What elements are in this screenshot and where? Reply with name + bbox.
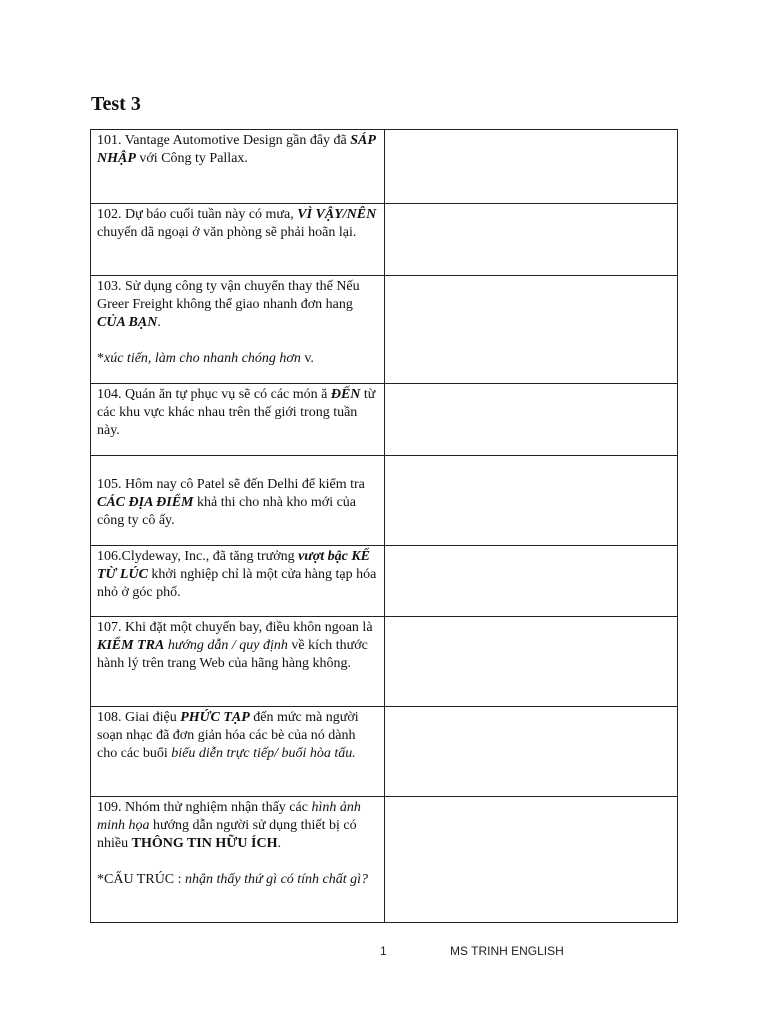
answer-cell[interactable] xyxy=(385,546,678,617)
question-row xyxy=(91,456,678,546)
text-run: KỂ TỪ LÚC xyxy=(97,549,370,582)
blank-line xyxy=(97,853,377,871)
question-paragraph xyxy=(97,278,377,332)
blank-line xyxy=(97,458,377,476)
footer-text: MS TRINH ENGLISH xyxy=(450,944,564,958)
text-run: đến mức mà người soạn nhạc đã đơn giản hóa các bè của nó dành cho các buổi xyxy=(97,710,359,761)
text-run: PHỨC TẠP xyxy=(180,710,250,725)
text-run: với Công ty Pallax. xyxy=(135,151,248,166)
question-cell xyxy=(91,546,385,617)
text-run: hướng dẫn / quy định xyxy=(167,638,288,653)
question-paragraph xyxy=(97,799,377,853)
answer-cell[interactable] xyxy=(385,204,678,276)
text-run: 107. Khi đặt một chuyến bay, điều khôn ngoan là xyxy=(97,620,373,635)
text-run: CÁC ĐỊA ĐIỂM xyxy=(97,495,194,510)
page-title: Test 3 xyxy=(91,93,141,115)
question-paragraph xyxy=(97,206,377,242)
question-paragraph xyxy=(97,350,377,368)
text-run: khởi nghiệp chỉ là một cửa hàng tạp hóa nhỏ ở góc phố. xyxy=(97,567,377,600)
question-paragraph xyxy=(97,619,377,673)
question-row xyxy=(91,797,678,923)
text-run: từ các khu vực khác nhau trên thế giới trong tuần này. xyxy=(97,387,376,438)
text-run: ĐẾN xyxy=(330,387,361,402)
text-run: 104. Quán ăn tự phục vụ sẽ có các món ă xyxy=(97,387,331,402)
question-paragraph xyxy=(97,386,377,440)
text-run: . xyxy=(157,315,161,330)
answer-cell[interactable] xyxy=(385,707,678,797)
question-cell xyxy=(91,130,385,204)
question-cell xyxy=(91,797,385,923)
text-run: xúc tiến, làm cho nhanh chóng hơn xyxy=(104,351,301,366)
question-cell xyxy=(91,276,385,384)
question-cell xyxy=(91,384,385,456)
question-paragraph xyxy=(97,132,377,168)
answer-cell[interactable] xyxy=(385,384,678,456)
answer-cell[interactable] xyxy=(385,797,678,923)
text-run: hướng dẫn người sử dụng thiết bị có nhiều xyxy=(97,818,357,851)
text-run: VÌ VẬY/NÊN xyxy=(297,207,377,222)
blank-line xyxy=(97,332,377,350)
text-run: 102. Dự báo cuối tuần này có mưa, xyxy=(97,207,298,222)
question-row xyxy=(91,546,678,617)
text-run: vượt bậc xyxy=(298,549,348,564)
page-number: 1 xyxy=(380,944,387,958)
text-run: . xyxy=(277,836,281,851)
text-run: THÔNG TIN HỮU ÍCH xyxy=(131,836,278,851)
text-run: về kích thước hành lý trên trang Web của hãng hàng không. xyxy=(97,638,368,671)
question-paragraph xyxy=(97,871,377,889)
question-row xyxy=(91,384,678,456)
question-table xyxy=(90,129,678,923)
question-row xyxy=(91,707,678,797)
question-cell xyxy=(91,456,385,546)
question-row xyxy=(91,276,678,384)
question-cell xyxy=(91,617,385,707)
answer-cell[interactable] xyxy=(385,617,678,707)
text-run: 105. Hôm nay cô Patel sẽ đến Delhi để kiểm tra xyxy=(97,477,365,492)
question-table-body xyxy=(91,130,678,923)
text-run: 108. Giai điệu xyxy=(97,710,181,725)
text-run: * xyxy=(97,351,104,366)
question-row xyxy=(91,204,678,276)
answer-cell[interactable] xyxy=(385,456,678,546)
question-cell xyxy=(91,707,385,797)
text-run: khả thi cho nhà kho mới của công ty cô ấy. xyxy=(97,495,357,528)
question-row xyxy=(91,617,678,707)
text-run: hình ảnh minh họa xyxy=(97,800,361,833)
answer-cell[interactable] xyxy=(385,276,678,384)
text-run: 109. Nhóm thử nghiệm nhận thấy các xyxy=(97,800,312,815)
text-run: 101. Vantage Automotive Design gần đây đã xyxy=(97,133,351,148)
text-run: biểu diễn trực tiếp/ buổi hòa tấu. xyxy=(171,746,356,761)
text-run: KIỂM TRA xyxy=(97,638,165,653)
text-run: 103. Sử dụng công ty vận chuyển thay thế Nếu Greer Freight không thể giao nhanh đơn hang xyxy=(97,279,360,312)
text-run: chuyến dã ngoại ở văn phòng sẽ phải hoãn lại. xyxy=(97,225,357,240)
text-run: *CẤU TRÚC : xyxy=(97,872,186,887)
text-run: nhận thấy thứ gì có tính chất gì? xyxy=(185,872,369,887)
question-row xyxy=(91,130,678,204)
question-paragraph xyxy=(97,709,377,763)
text-run: v. xyxy=(300,351,314,366)
text-run: CỦA BẠN xyxy=(97,315,158,330)
question-paragraph xyxy=(97,476,377,530)
answer-cell[interactable] xyxy=(385,130,678,204)
question-paragraph xyxy=(97,548,377,602)
text-run: 106.Clydeway, Inc., đã tăng trưởng xyxy=(97,549,299,564)
text-run: SÁP NHẬP xyxy=(97,133,376,166)
question-cell xyxy=(91,204,385,276)
